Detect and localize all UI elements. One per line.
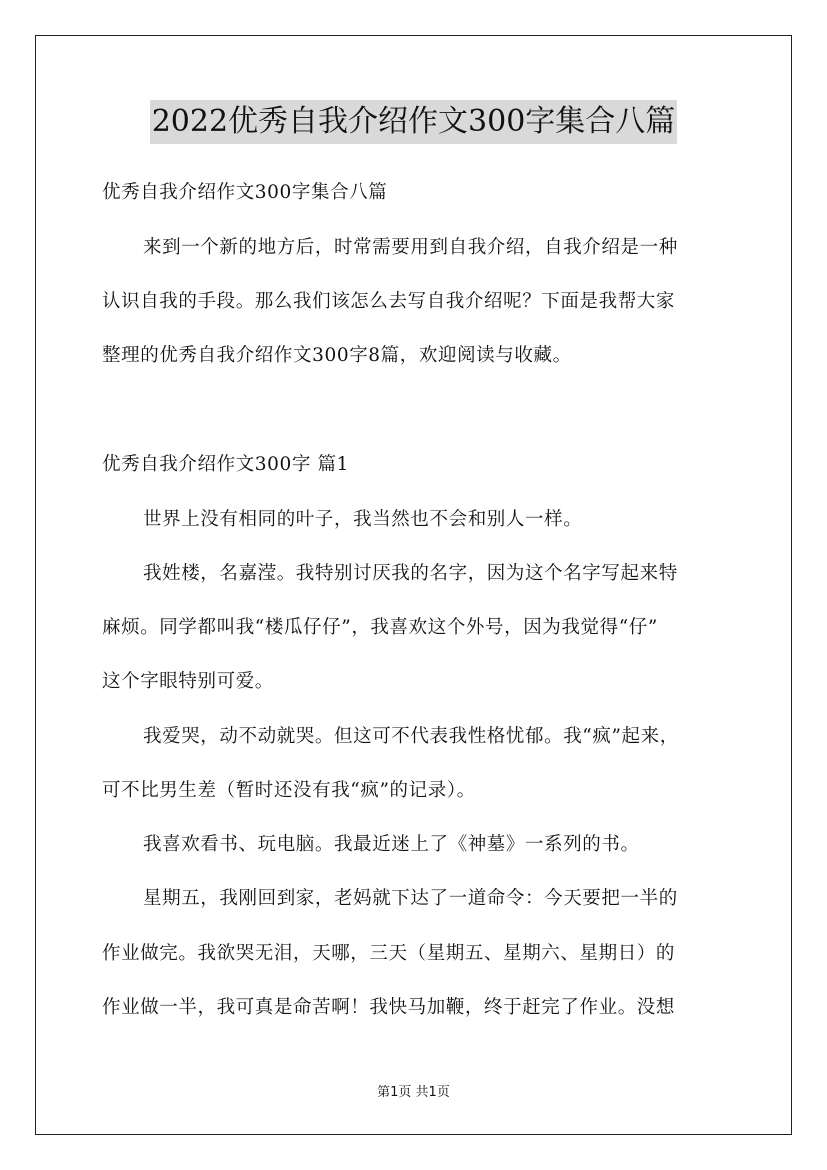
document-subtitle: 优秀自我介绍作文300字集合八篇	[102, 182, 388, 203]
paragraph-line: 星期五，我刚回到家，老妈就下达了一道命令：今天要把一半的	[143, 888, 678, 909]
paragraph-line: 我喜欢看书、玩电脑。我最近迷上了《神墓》一系列的书。	[143, 834, 640, 855]
intro-line-2: 认识自我的手段。那么我们该怎么去写自我介绍呢？下面是我帮大家	[102, 291, 676, 312]
paragraph-line: 我姓楼，名嘉滢。我特别讨厌我的名字，因为这个名字写起来特	[143, 563, 678, 584]
document-title: 2022优秀自我介绍作文300字集合八篇	[150, 100, 678, 144]
intro-line-1: 来到一个新的地方后，时常需要用到自我介绍，自我介绍是一种	[143, 237, 678, 258]
paragraph-line: 我爱哭，动不动就哭。但这可不代表我性格忧郁。我“疯”起来，	[143, 726, 679, 747]
paragraph-line: 作业做完。我欲哭无泪，天哪，三天（星期五、星期六、星期日）的	[102, 943, 676, 964]
paragraph-line: 麻烦。同学都叫我“楼瓜仔仔”，我喜欢这个外号，因为我觉得“仔”	[102, 617, 658, 638]
section-heading: 优秀自我介绍作文300字 篇1	[102, 454, 349, 475]
document-title-container	[0, 100, 827, 144]
paragraph-line: 世界上没有相同的叶子，我当然也不会和别人一样。	[143, 509, 583, 530]
intro-line-3: 整理的优秀自我介绍作文300字8篇，欢迎阅读与收藏。	[102, 345, 572, 366]
paragraph-line: 这个字眼特别可爱。	[102, 671, 274, 692]
paragraph-line: 可不比男生差（暂时还没有我“疯”的记录）。	[102, 780, 476, 801]
paragraph-line: 作业做一半，我可真是命苦啊！我快马加鞭，终于赶完了作业。没想	[102, 997, 676, 1018]
page-footer: 第1页 共1页	[377, 1085, 450, 1100]
